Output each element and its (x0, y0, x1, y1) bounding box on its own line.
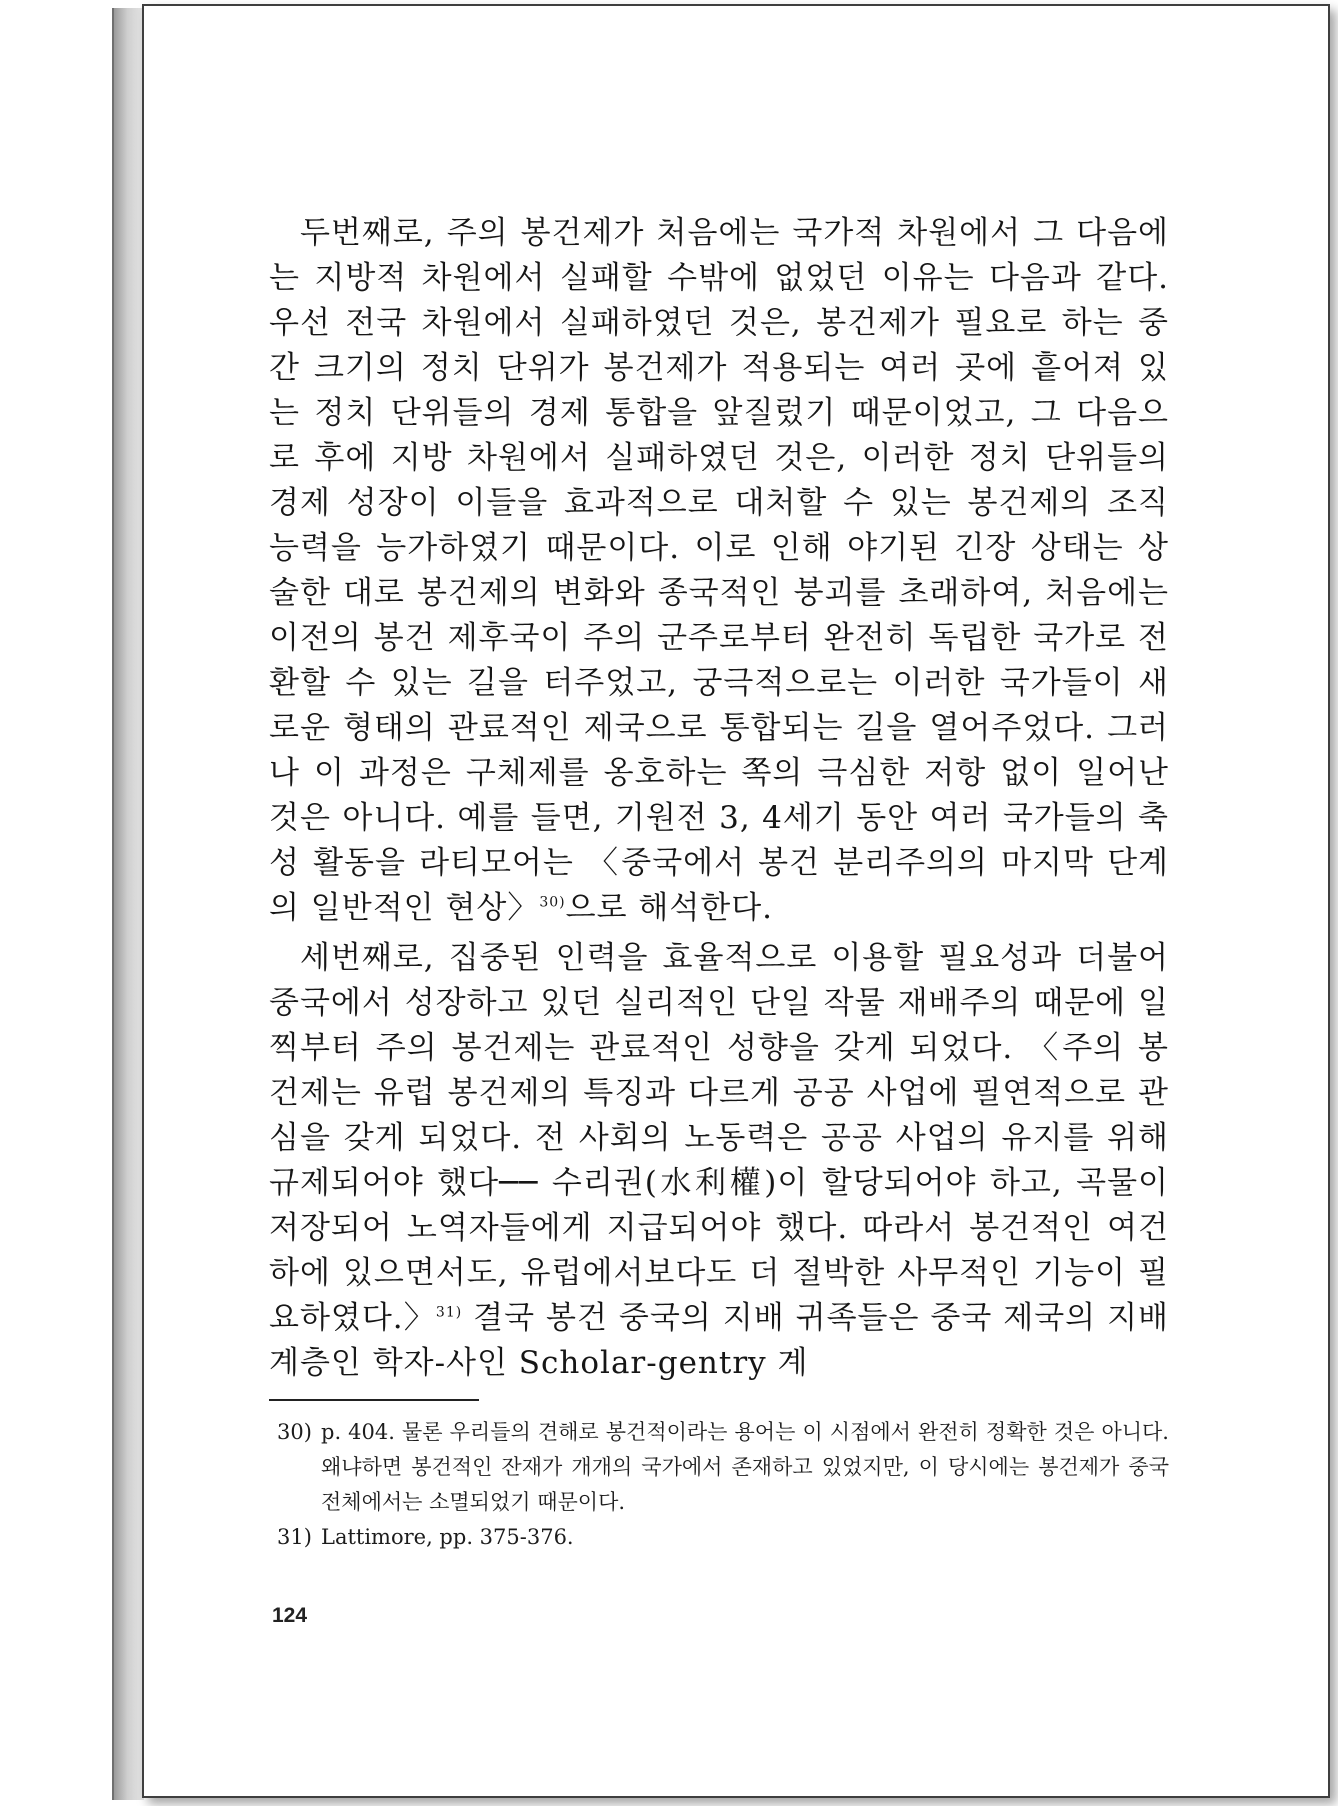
footnote-30 (269, 1415, 1169, 1520)
footnote-ref-31: 31) (435, 1304, 463, 1321)
paragraph-2-tail: 결국 봉건 중국의 지배 귀족들은 중국 제국의 지배 계층인 학자-사인 Scholar-gentry 계 (269, 1300, 1169, 1381)
footnote-31 (269, 1520, 1169, 1555)
page-number: 124 (272, 1604, 308, 1627)
footnote-30-number: 30) (277, 1420, 312, 1444)
footnote-31-number: 31) (277, 1525, 312, 1549)
footnote-31-text: Lattimore, pp. 375-376. (321, 1525, 574, 1549)
paragraph-2 (269, 936, 1169, 1391)
body-text (269, 211, 1169, 1555)
footnote-ref-30: 30) (539, 894, 566, 911)
book-spine (112, 8, 144, 1800)
paragraph-1-tail: 으로 해석한다. (565, 890, 774, 926)
paragraph-2-text: 세번째로, 집중된 인력을 효율적으로 이용할 필요성과 더불어 중국에서 성장하고 있던 실리적인 단일 작물 재배주의 때문에 일찍부터 주의 봉건제는 관료적인 성향을 갖게 되었다. 〈주의 봉건제는 유럽 봉건제의 특징과 다르게 공공 사업에 필연적으로 관심을 갖게 되었다. 전 사회의 노동력은 공공 사업의 유지를 위해 규제되어야 했다── 수리권(水利權)이 할당되어야 하고, 곡물이 저장되어 노역자들에게 지급되어야 했다. 따라서 봉건적인 여건하에 있으면서도, 유럽에서보다도 더 절박한 사무적인 기능이 필요하였다.〉 (269, 940, 1169, 1336)
paragraph-1-text: 두번째로, 주의 봉건제가 처음에는 국가적 차원에서 그 다음에는 지방적 차원에서 실패할 수밖에 없었던 이유는 다음과 같다. 우선 전국 차원에서 실패하였던 것은, 봉건제가 필요로 하는 중간 크기의 정치 단위가 봉건제가 적용되는 여러 곳에 흩어져 있는 정치 단위들의 경제 통합을 앞질렀기 때문이었고, 그 다음으로 후에 지방 차원에서 실패하였던 것은, 이러한 정치 단위들의 경제 성장이 이들을 효과적으로 대처할 수 있는 봉건제의 조직 능력을 능가하였기 때문이다. 이로 인해 야기된 긴장 상태는 상술한 대로 봉건제의 변화와 종국적인 붕괴를 초래하여, 처음에는 이전의 봉건 제후국이 주의 군주로부터 완전히 독립한 국가로 전환할 수 있는 길을 터주었고, 궁극적으로는 이러한 국가들이 새로운 형태의 관료적인 제국으로 통합되는 길을 열어주었다. 그러나 이 과정은 구체제를 옹호하는 쪽의 극심한 저항 없이 일어난 것은 아니다. 예를 들면, 기원전 3, 4세기 동안 여러 국가들의 축성 활동을 라티모어는 〈중국에서 봉건 분리주의의 마지막 단계의 일반적인 현상〉 (269, 215, 1169, 926)
paragraph-1 (269, 211, 1169, 936)
footnote-30-text: p. 404. 물론 우리들의 견해로 봉건적이라는 용어는 이 시점에서 완전히 정확한 것은 아니다. 왜냐하면 봉건적인 잔재가 개개의 국가에서 존재하고 있었지만, 이 당시에는 봉건제가 중국 전체에서는 소멸되었기 때문이다. (321, 1420, 1169, 1514)
footnote-divider (269, 1399, 479, 1401)
book (112, 0, 1338, 1806)
book-page (142, 4, 1330, 1798)
